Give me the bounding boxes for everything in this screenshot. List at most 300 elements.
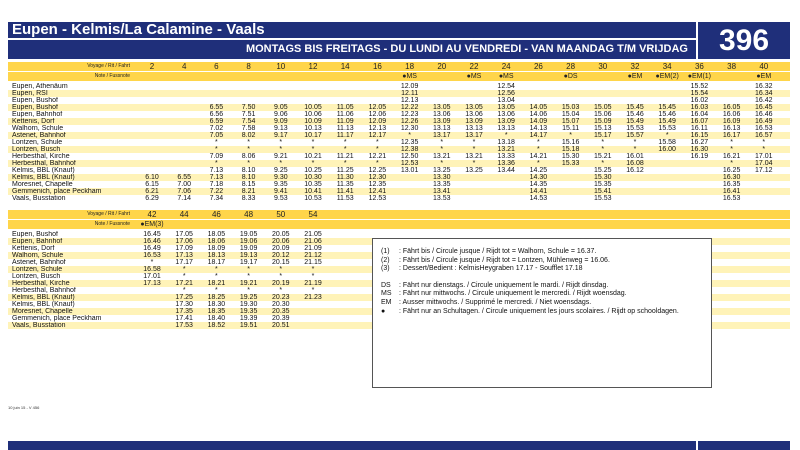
s2-time-cell: 18.30 [207,301,226,308]
legend-code-key: EM [381,298,392,306]
s2-time-cell: * [247,266,250,273]
s1-time-cell: 12.13 [400,97,419,104]
s1-time-cell: 14.17 [529,132,548,139]
s1-stop-name: Kettenis, Dorf [12,118,55,125]
s1-time-cell: 7.34 [209,195,224,202]
s1-time-cell: 13.17 [433,132,451,139]
s2-stop-name: Herbesthal, Bahnhof [12,287,76,294]
s1-trip-26: 26 [533,62,543,71]
s1-stop-name: Herbesthal, Kirche [12,153,70,160]
s2-trip-54: 54 [308,210,318,219]
s2-stop-name: Gemmenich, place Peckham [12,315,102,322]
s1-time-cell: 9.17 [273,132,288,139]
s1-trip-4: 4 [181,62,187,71]
s1-trip-18: 18 [405,62,415,71]
s1-time-cell: 10.41 [304,188,322,195]
s2-trip-48: 48 [244,210,254,219]
s2-stop-name: Astenet, Bahnhof [12,259,66,266]
s2-time-cell: 20.15 [272,259,290,266]
s1-time-cell: * [601,146,605,153]
s1-time-cell: 11.05 [336,104,354,111]
s1-time-cell: 6.29 [145,195,159,202]
s1-time-cell: 9.41 [273,188,288,195]
s2-time-cell: 20.19 [272,280,290,287]
s2-time-cell: 19.17 [239,259,258,266]
s1-time-cell: * [215,160,218,167]
legend-code-line [381,290,703,299]
legend-footnote-key: (2) [381,256,390,264]
s1-time-cell: 6.10 [145,174,159,181]
s1-trip-16: 16 [372,62,382,71]
s1-time-cell: 13.44 [497,167,515,174]
s1-time-cell: 8.33 [241,195,256,202]
s1-time-cell: * [279,146,283,153]
s2-trip-46: 46 [211,210,221,219]
s1-time-cell: 10.30 [304,174,322,181]
s1-time-cell: 7.50 [241,104,256,111]
s1-time-cell: * [215,139,218,146]
s1-stop-name: Moresnet, Chapelle [12,181,73,188]
s1-time-cell: 13.41 [433,188,451,195]
s2-time-cell: 16.45 [143,231,161,238]
s1-time-cell: 12.30 [400,125,419,132]
s1-note-18: ●MS [402,73,417,80]
s1-time-cell: 12.26 [400,118,419,125]
s1-time-cell: 7.14 [177,195,191,202]
s1-stop-name: Herbesthal, Bahnhof [12,160,76,167]
s1-time-cell: 13.21 [465,153,483,160]
legend-code-text: : Ausser mittwochs. / Supprimé le mercredi. / Niet woensdags. [399,298,592,306]
s1-time-cell: 13.05 [433,104,451,111]
s1-stop-name: Lontzen, Busch [12,146,61,153]
s1-time-cell: 15.17 [594,132,612,139]
s1-time-cell: 6.55 [209,104,224,111]
trip-row-label: Voyage / Rit / Fahrt [87,63,130,69]
s1-time-cell: 9.25 [273,167,288,174]
s1-trip-10: 10 [276,62,286,71]
s1-time-cell: 16.12 [626,167,644,174]
s1-time-cell: 14.35 [529,181,548,188]
s1-time-cell: 7.13 [209,174,224,181]
s1-time-cell: 12.35 [400,139,419,146]
s1-time-cell: 9.21 [273,153,288,160]
s2-time-cell: 18.40 [207,315,226,322]
legend-footnotes [381,248,703,274]
s2-time-cell: 18.06 [207,238,226,245]
s1-time-cell: 14.13 [529,125,548,132]
legend-code-line [381,282,703,291]
s1-time-cell: 13.05 [497,104,515,111]
s2-time-cell: 17.41 [175,315,193,322]
s2-time-cell: 17.25 [175,294,193,301]
s1-note-22: ●MS [466,73,482,80]
s1-stop-name: Eupen, Athenäum [12,83,68,90]
s2-time-cell: 20.23 [272,294,290,301]
s1-time-cell: 10.13 [304,125,322,132]
s2-time-cell: 20.09 [272,245,290,252]
legend-code-text: : Fährt nur dienstags. / Circule uniquement le mardi. / Rijdt dinsdag. [399,281,609,289]
next-page-line-box [698,441,790,450]
s1-time-cell: 14.21 [529,153,548,160]
s1-time-cell: 15.11 [562,125,580,132]
s2-time-cell: * [150,259,154,266]
s2-time-cell: 20.30 [272,301,290,308]
s2-time-cell: 21.19 [304,280,322,287]
s2-time-cell: 20.39 [272,315,290,322]
legend-footnote-line [381,257,703,266]
s1-time-cell: 17.12 [755,167,773,174]
s1-time-cell: 13.53 [433,195,451,202]
footnote-legend [372,238,712,388]
legend-code-key: ● [381,307,386,315]
legend-footnote-line [381,248,703,257]
s1-time-cell: * [311,146,315,153]
s1-time-cell: 12.21 [368,153,387,160]
s1-time-cell: 12.41 [368,188,387,195]
s1-time-cell: 8.21 [241,188,256,195]
s1-time-cell: * [440,139,444,146]
s1-time-cell: 13.30 [433,174,451,181]
s2-time-cell: * [182,287,186,294]
document-footer: 10 juin 15 - V 456 [8,405,40,410]
s1-time-cell: 15.35 [594,181,612,188]
s1-time-cell: 16.03 [690,104,709,111]
s1-time-cell: 10.35 [304,181,322,188]
s1-time-cell: 13.09 [433,118,451,125]
s2-time-cell: 21.09 [304,245,322,252]
s1-time-cell: * [343,139,347,146]
legend-footnote-text: : Dessert/Bedient : KelmisHeygraben 17.17 - Soufflet 17.18 [399,265,583,273]
s1-time-cell: 16.25 [722,167,741,174]
note-row-label-2: Note / Fussnote [94,221,130,227]
s1-time-cell: 13.36 [497,160,515,167]
s2-time-cell: 21.12 [304,252,322,259]
legend-code-key: MS [381,290,392,298]
s2-time-cell: 18.25 [207,294,226,301]
s1-time-cell: 6.56 [209,111,224,118]
s1-time-cell: 14.06 [529,111,548,118]
s1-stop-name: Astenet, Bahnhof [12,132,66,139]
s1-time-cell: 15.49 [658,118,676,125]
s1-trip-34: 34 [662,62,672,71]
s1-time-cell: 10.53 [304,195,322,202]
s1-time-cell: 11.30 [336,174,354,181]
legend-footnote-key: (1) [381,248,390,255]
s1-stop-name: Kelmis, BBL (Knauf) [12,167,75,174]
s1-time-cell: 11.13 [336,125,354,132]
trip-row-label-2: Voyage / Rit / Fahrt [87,211,130,217]
s1-time-cell: * [633,146,637,153]
s2-time-cell: 19.51 [239,322,258,329]
s1-time-cell: 16.17 [722,132,741,139]
s1-time-cell: 16.05 [722,104,741,111]
s1-time-cell: 15.03 [561,104,580,111]
s2-stop-name: Lontzen, Schule [12,266,63,273]
s1-stop-name: Eupen, Bushof [12,104,58,111]
s1-time-cell: 14.09 [529,118,548,125]
s2-time-cell: * [311,266,315,273]
s1-trip-28: 28 [566,62,576,71]
s1-time-cell: * [762,139,766,146]
s1-time-cell: 12.53 [400,160,419,167]
s1-time-cell: 13.09 [497,118,515,125]
s1-time-cell: 7.13 [209,167,224,174]
s2-time-cell: 17.05 [175,231,193,238]
legend-code-line [381,299,703,308]
s1-trip-22: 22 [469,62,479,71]
s2-time-cell: 16.49 [143,245,161,252]
s1-time-cell: 14.30 [529,174,548,181]
line-number: 396 [698,22,790,59]
s1-stop-name: Walhorn, Schule [12,125,64,132]
s1-trip-24: 24 [501,62,511,71]
s1-time-cell: 12.35 [368,181,387,188]
s1-time-cell: 11.09 [336,118,354,125]
s1-time-cell: 16.53 [722,195,741,202]
s1-time-cell: 16.07 [690,118,709,125]
s1-time-cell: 7.54 [241,118,256,125]
s1-time-cell: 13.33 [497,153,515,160]
s1-time-cell: 10.21 [304,153,322,160]
s2-time-cell: * [215,287,218,294]
s2-time-cell: 18.21 [207,280,226,287]
s1-time-cell: 15.54 [690,90,709,97]
s1-time-cell: * [440,146,444,153]
s1-time-cell: 12.09 [368,118,387,125]
s2-time-cell: 19.05 [239,231,258,238]
s2-time-cell: 17.13 [143,280,161,287]
s2-stop-name: Kelmis, BBL (Knauf) [12,294,75,301]
s1-time-cell: 14.05 [529,104,548,111]
s2-time-cell: 18.09 [207,245,226,252]
s2-time-cell: 18.52 [207,322,226,329]
s1-time-cell: 6.21 [145,188,159,195]
s1-note-32: ●EM [627,73,643,80]
legend-code-key: DS [381,281,391,289]
s1-time-cell: 15.16 [561,139,580,146]
s1-time-cell: 11.06 [336,111,354,118]
s1-time-cell: 16.04 [690,111,709,118]
s1-trip-32: 32 [630,62,640,71]
s2-time-cell: 17.09 [175,245,193,252]
s2-stop-name: Eupen, Bahnhof [12,238,63,245]
s1-time-cell: 10.06 [304,111,322,118]
s1-time-cell: * [247,139,250,146]
s1-time-cell: 13.04 [497,97,515,104]
s2-note-42: ●EM(3) [140,221,164,228]
s2-time-cell: 17.17 [175,259,193,266]
s1-time-cell: 14.25 [529,167,548,174]
s1-time-cell: 11.21 [336,153,354,160]
s1-time-cell: 7.51 [241,111,256,118]
s1-time-cell: 12.50 [400,153,419,160]
service-days-subtitle: MONTAGS BIS FREITAGS - DU LUNDI AU VENDREDI - VAN MAANDAG T/M VRIJDAG [8,40,696,59]
s1-time-cell: 13.13 [497,125,515,132]
s1-time-cell: 12.09 [400,83,419,90]
s1-time-cell: 12.53 [368,195,387,202]
s1-stop-name: Gemmenich, place Peckham [12,188,102,195]
s1-time-cell: 13.06 [497,111,515,118]
s1-time-cell: 7.00 [177,181,191,188]
s2-time-cell: * [311,287,315,294]
s2-time-cell: 20.05 [272,231,290,238]
s1-note-28: ●DS [563,73,578,80]
s1-time-cell: 17.04 [755,160,773,167]
s2-stop-name: Vaals, Busstation [12,322,66,329]
s2-stop-name: Lontzen, Busch [12,273,61,280]
s1-time-cell: 13.06 [465,111,483,118]
s1-time-cell: 7.05 [209,132,224,139]
s1-time-cell: * [537,146,540,153]
legend-footnote-line [381,265,703,274]
s1-time-cell: * [279,160,283,167]
s1-time-cell: 17.01 [755,153,773,160]
legend-footnote-text: : Fährt bis / Circule jusque / Rijdt tot = Walhorn, Schule = 16.37. [399,248,597,255]
s1-time-cell: * [311,139,315,146]
s1-time-cell: 9.05 [273,104,288,111]
s1-time-cell: 12.25 [368,167,387,174]
s1-time-cell: 6.15 [145,181,159,188]
s1-time-cell: 8.10 [241,174,256,181]
s1-time-cell: * [279,139,283,146]
s1-time-cell: * [376,146,379,153]
s1-trip-20: 20 [437,62,447,71]
s2-time-cell: 20.06 [272,238,290,245]
s1-time-cell: 16.30 [722,174,741,181]
s2-stop-name: Kelmis, BBL (Knauf) [12,301,75,308]
s1-time-cell: 16.34 [755,90,773,97]
s1-time-cell: 15.46 [626,111,644,118]
s1-stop-name: Kelmis, BBL (Knauf) [12,174,75,181]
s1-time-cell: 13.35 [433,181,451,188]
s1-time-cell: 16.15 [690,132,709,139]
s2-time-cell: 16.53 [143,252,161,259]
s2-trip-44: 44 [179,210,189,219]
s2-time-cell: 20.51 [272,322,290,329]
s1-time-cell: * [408,132,411,139]
s1-stop-name: Eupen, Bushof [12,97,58,104]
s2-time-cell: 19.30 [239,301,258,308]
s1-time-cell: * [343,146,347,153]
s1-time-cell: * [633,139,637,146]
s1-time-cell: 16.42 [755,97,773,104]
s1-time-cell: 15.52 [690,83,709,90]
s2-stop-name: Moresnet, Chapelle [12,308,73,315]
s1-time-cell: * [504,132,508,139]
s1-time-cell: 12.54 [497,83,515,90]
s1-time-cell: 13.01 [400,167,419,174]
s1-trip-36: 36 [694,62,704,71]
s1-time-cell: * [537,160,540,167]
s1-time-cell: * [472,146,476,153]
s1-time-cell: 12.05 [368,104,387,111]
s1-time-cell: 16.06 [722,111,741,118]
s1-time-cell: 12.30 [368,174,387,181]
legend-code-text: : Fährt nur an Schultagen. / Circule uniquement les jours scolaires. / Rijdt op schooldagen. [399,307,679,315]
s1-time-cell: 16.57 [755,132,773,139]
s1-time-cell: * [537,139,540,146]
s1-time-cell: 15.46 [658,111,676,118]
s1-time-cell: 13.06 [433,111,451,118]
s1-time-cell: 16.08 [626,160,644,167]
s2-time-cell: * [215,273,218,280]
s2-time-cell: 19.21 [239,280,258,287]
s1-stop-name: Eupen, Bahnhof [12,111,63,118]
s1-time-cell: 15.05 [594,104,612,111]
s1-time-cell: 13.25 [433,167,451,174]
s1-time-cell: 7.02 [209,125,224,132]
s1-time-cell: 15.53 [626,125,644,132]
s1-time-cell: * [730,139,733,146]
s1-note-36: ●EM(1) [687,73,712,80]
s1-time-cell: * [472,139,476,146]
s2-stop-name: Eupen, Bushof [12,231,58,238]
s1-time-cell: * [215,146,218,153]
s1-time-cell: 9.35 [273,181,288,188]
s1-stop-name: Lontzen, Schule [12,139,63,146]
s2-time-cell: 16.46 [143,238,161,245]
s2-time-cell: * [279,287,283,294]
s1-trip-6: 6 [214,62,219,71]
s1-time-cell: 11.53 [336,195,354,202]
s1-time-cell: 11.35 [336,181,354,188]
s1-time-cell: 12.11 [401,90,419,97]
s1-time-cell: 8.06 [241,153,256,160]
s1-time-cell: * [376,160,379,167]
s1-time-cell: 6.55 [177,174,191,181]
s1-time-cell: 15.30 [594,174,612,181]
s1-time-cell: 15.53 [594,195,612,202]
s1-time-cell: 12.06 [368,111,387,118]
timetable-title: Eupen - Kelmis/La Calamine - Vaals [8,22,696,38]
s1-time-cell: 15.21 [594,153,612,160]
s1-time-cell: 8.15 [241,181,256,188]
s1-time-cell: 16.53 [755,125,773,132]
s1-time-cell: 16.32 [755,83,773,90]
s2-time-cell: * [279,266,283,273]
s2-time-cell: 17.53 [175,322,193,329]
s2-time-cell: 17.35 [175,308,193,315]
s1-time-cell: 13.18 [497,139,515,146]
s1-time-cell: * [730,146,733,153]
s1-stop-name: Vaals, Busstation [12,195,66,202]
s2-time-cell: 21.23 [304,294,322,301]
s1-time-cell: * [762,146,766,153]
s1-time-cell: 16.02 [690,97,709,104]
s2-time-cell: 18.35 [207,308,226,315]
s1-time-cell: 16.41 [722,188,741,195]
s1-trip-12: 12 [308,62,318,71]
s1-time-cell: 12.23 [400,111,419,118]
s1-time-cell: 13.21 [497,146,515,153]
note-row-label: Note / Fussnote [94,73,130,79]
s1-time-cell: 16.46 [755,111,773,118]
s2-trip-50: 50 [276,210,286,219]
s2-time-cell: 19.06 [239,238,258,245]
s1-time-cell: 15.13 [594,125,612,132]
s1-time-cell: 15.30 [561,153,580,160]
s1-time-cell: 15.41 [594,188,612,195]
s1-trip-14: 14 [340,62,350,71]
s1-time-cell: 16.19 [690,153,709,160]
s1-time-cell: 15.09 [594,118,612,125]
s2-time-cell: 17.21 [175,280,193,287]
s2-time-cell: 19.25 [239,294,258,301]
s1-time-cell: 13.21 [433,153,451,160]
s1-time-cell: 15.07 [561,118,580,125]
s1-note-40: ●EM [756,73,772,80]
s1-time-cell: 7.06 [177,188,191,195]
